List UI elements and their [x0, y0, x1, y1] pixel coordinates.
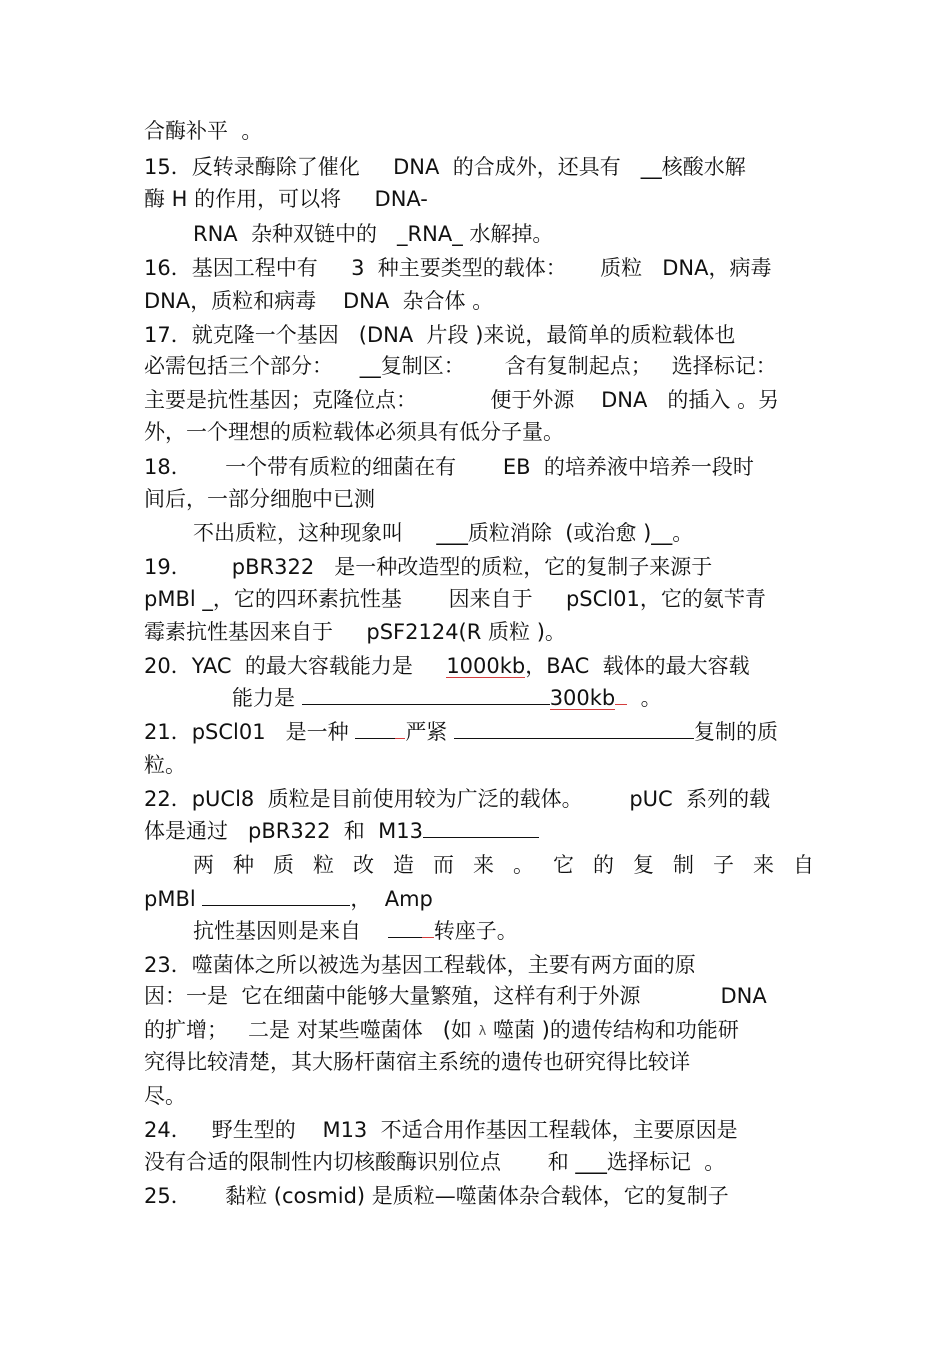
question-20-line-1 [144, 656, 750, 678]
question-17-line-3: 主要是抗性基因；克隆位点： 便于外源 DNA 的插入 。另 [144, 388, 780, 412]
question-22-line-1: 22．pUCl8 质粒是目前使用较为广泛的载体。 pUC 系列的载 [144, 787, 771, 811]
answer-value: 1000kb [446, 654, 526, 678]
answer-text: 噬菌 )的遗传结构和功能研 [486, 1018, 739, 1042]
question-22-line-2 [144, 821, 539, 842]
answer-text: 不出质粒，这种现象叫 ___质粒消除 (或治愈 ) [193, 521, 652, 545]
answer-blank [388, 936, 422, 938]
question-18-line-3 [193, 523, 693, 545]
answer-text: 抗性基因则是来自 [193, 919, 388, 943]
question-19-line-1: 19． pBR322 是一种改造型的质粒，它的复制子来源于 [144, 555, 713, 579]
question-23-line-2: 因：一是 它在细菌中能够大量繁殖，这样有利于外源 DNA [144, 984, 767, 1008]
question-21-line-1 [144, 722, 778, 743]
question-21-line-2: 粒。 [144, 753, 186, 777]
answer-value: 300kb [549, 686, 616, 710]
answer-text: pMBl [144, 887, 203, 911]
lambda-symbol: λ [478, 1024, 487, 1039]
question-20-line-2 [232, 688, 662, 710]
question-22-line-4 [144, 889, 433, 910]
question-18-line-2: 间后，一部分细胞中已测 [144, 487, 375, 511]
answer-blank [395, 737, 405, 739]
question-15-line-3: RNA 杂种双链中的 _RNA_ 水解掉。 [193, 222, 554, 246]
question-22-line-3: 两种质粒改造而来。它的复制子来自 [193, 853, 833, 877]
question-16-line-1: 16．基因工程中有 3 种主要类型的载体： 质粒 DNA，病毒 [144, 256, 772, 280]
answer-blank [355, 737, 395, 739]
text-line: 合酶补平 。 [144, 119, 263, 143]
question-16-line-2: DNA，质粒和病毒 DNA 杂合体 。 [144, 289, 494, 313]
question-17-line-4: 外，一个理想的质粒载体必须具有低分子量。 [144, 420, 564, 444]
question-23-line-3 [144, 1020, 739, 1041]
question-24-line-2: 没有合适的限制性内切核酸酶识别位点 和 ___选择标记 。 [144, 1150, 726, 1174]
question-24-line-1: 24． 野生型的 M13 不适合用作基因工程载体，主要原因是 [144, 1118, 738, 1142]
question-15-line-1: 15．反转录酶除了催化 DNA 的合成外，还具有 __核酸水解 [144, 155, 746, 179]
question-23-line-4: 究得比较清楚，其大肠杆菌宿主系统的遗传也研究得比较详 [144, 1050, 690, 1074]
question-25-line-1: 25． 黏粒 (cosmid) 是质粒—噬菌体杂合载体，它的复制子 [144, 1184, 729, 1208]
answer-blank [422, 936, 434, 938]
answer-blank [423, 836, 539, 838]
question-18-line-1: 18． 一个带有质粒的细菌在有 EB 的培养液中培养一段时 [144, 455, 754, 479]
answer-text: 21．pSCl01 是一种 [144, 720, 356, 744]
answer-blank [454, 737, 694, 739]
question-23-line-5: 尽。 [144, 1084, 186, 1108]
answer-blank [615, 703, 627, 705]
question-15-line-2: 酶 H 的作用，可以将 DNA- [144, 187, 428, 211]
answer-blank: __ [651, 521, 673, 545]
question-17-line-1: 17．就克隆一个基因 (DNA 片段 )来说，最简单的质粒载体也 [144, 323, 736, 347]
answer-text: 复制的质 [694, 720, 778, 744]
answer-blank [302, 703, 550, 705]
answer-text: 。 [627, 686, 662, 710]
answer-blank [202, 904, 350, 906]
answer-text: ， Amp [350, 887, 433, 911]
question-23-line-1: 23．噬菌体之所以被选为基因工程载体，主要有两方面的原 [144, 953, 696, 977]
answer-text: 。 [672, 521, 694, 545]
answer-text: ，BAC 载体的最大容载 [525, 654, 750, 678]
question-22-line-5 [193, 921, 518, 942]
question-19-line-3: 霉素抗性基因来自于 pSF2124(R 质粒 )。 [144, 620, 566, 644]
answer-text: 转座子。 [433, 919, 518, 943]
answer-text: 严紧 [405, 720, 448, 744]
answer-text: 能力是 [232, 686, 302, 710]
answer-text: 的扩增； 二是 对某些噬菌体 (如 [144, 1018, 479, 1042]
answer-text: 20．YAC 的最大容载能力是 [144, 654, 447, 678]
question-19-line-2: pMBl _，它的四环素抗性基 因来自于 pSCl01，它的氨苄青 [144, 587, 766, 611]
answer-text: 体是通过 pBR322 和 M13 [144, 819, 423, 843]
question-17-line-2: 必需包括三个部分： __复制区： 含有复制起点； 选择标记： [144, 354, 777, 378]
